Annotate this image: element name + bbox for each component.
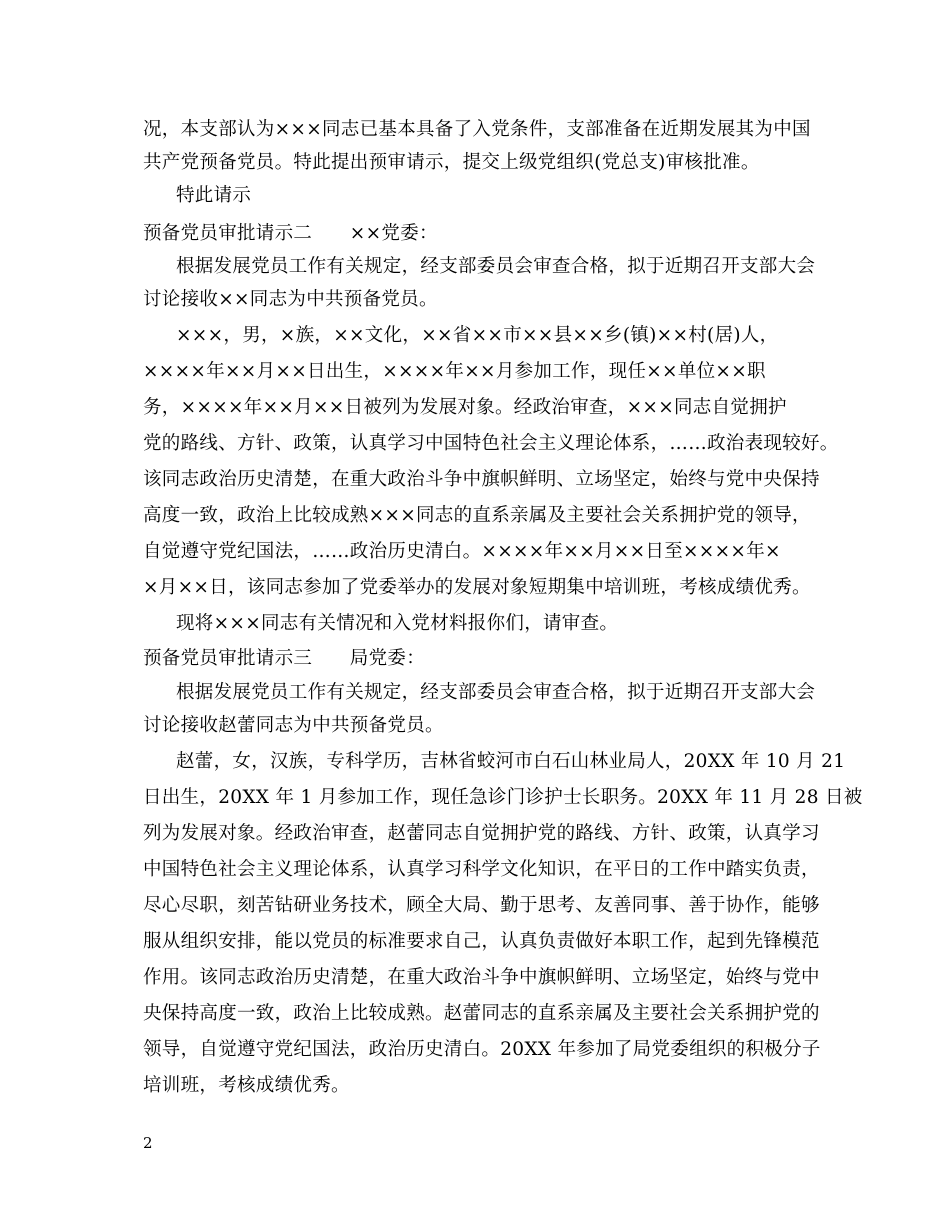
- body-text-line: 赵蕾，女，汉族，专科学历，吉林省蛟河市白石山林业局人，20XX 年 10 月 21: [176, 751, 846, 772]
- body-text-line: 党的路线、方针、政策，认真学习中国特色社会主义理论体系，……政治表现较好。: [143, 433, 839, 454]
- body-text-line: 根据发展党员工作有关规定，经支部委员会审查合格，拟于近期召开支部大会: [176, 682, 816, 703]
- section-heading: 预备党员审批请示三 局党委：: [143, 648, 426, 669]
- body-text-line: 自觉遵守党纪国法，……政治历史清白。××××年××月××日至××××年×: [143, 541, 781, 562]
- body-text-line: ×××，男，×族，××文化，××省××市××县××乡(镇)××村(居)人，: [176, 325, 779, 346]
- body-text-line: 讨论接收赵蕾同志为中共预备党员。: [143, 715, 444, 736]
- body-text-line: 服从组织安排，能以党员的标准要求自己，认真负责做好本职工作，起到先锋模范: [143, 931, 820, 952]
- body-text-line: 讨论接收××同志为中共预备党员。: [143, 289, 438, 310]
- body-text-line: 况，本支部认为×××同志已基本具备了入党条件，支部准备在近期发展其为中国: [143, 119, 811, 140]
- body-text-line: ××××年××月××日出生，××××年××月参加工作，现任××单位××职: [143, 361, 766, 382]
- body-text-line: 尽心尽职，刻苦钻研业务技术，顾全大局、勤于思考、友善同事、善于协作，能够: [143, 895, 820, 916]
- body-text-line: 领导，自觉遵守党纪国法，政治历史清白。20XX 年参加了局党委组织的积极分子: [143, 1039, 821, 1060]
- body-text-line: 现将×××同志有关情况和入党材料报你们，请审查。: [176, 613, 619, 634]
- body-text-line: ×月××日，该同志参加了党委举办的发展对象短期集中培训班，考核成绩优秀。: [143, 577, 811, 598]
- body-text-line: 根据发展党员工作有关规定，经支部委员会审查合格，拟于近期召开支部大会: [176, 256, 816, 277]
- body-text-line: 央保持高度一致，政治上比较成熟。赵蕾同志的直系亲属及主要社会关系拥护党的: [143, 1003, 820, 1024]
- body-text-line: 列为发展对象。经政治审查，赵蕾同志自觉拥护党的路线、方针、政策，认真学习: [143, 823, 820, 844]
- body-text-line: 该同志政治历史清楚，在重大政治斗争中旗帜鲜明、立场坚定，始终与党中央保持: [143, 469, 820, 490]
- body-text-line: 高度一致，政治上比较成熟×××同志的直系亲属及主要社会关系拥护党的领导，: [143, 505, 811, 526]
- body-text-line: 日出生，20XX 年 1 月参加工作，现任急诊门诊护士长职务。20XX 年 11 月 28 日被: [143, 787, 863, 808]
- body-text-line: 培训班，考核成绩优秀。: [143, 1075, 350, 1096]
- body-text-line: 特此请示: [176, 185, 252, 206]
- body-text-line: 务，××××年××月××日被列为发展对象。经政治审查，×××同志自觉拥护: [143, 397, 787, 418]
- body-text-line: 共产党预备党员。特此提出预审请示，提交上级党组织(党总支)审核批准。: [143, 152, 760, 173]
- body-text-line: 中国特色社会主义理论体系，认真学习科学文化知识，在平日的工作中踏实负责，: [143, 859, 820, 880]
- section-heading: 预备党员审批请示二 ××党委：: [143, 223, 438, 244]
- page-number: 2: [143, 1134, 153, 1152]
- body-text-line: 作用。该同志政治历史清楚，在重大政治斗争中旗帜鲜明、立场坚定，始终与党中: [143, 967, 820, 988]
